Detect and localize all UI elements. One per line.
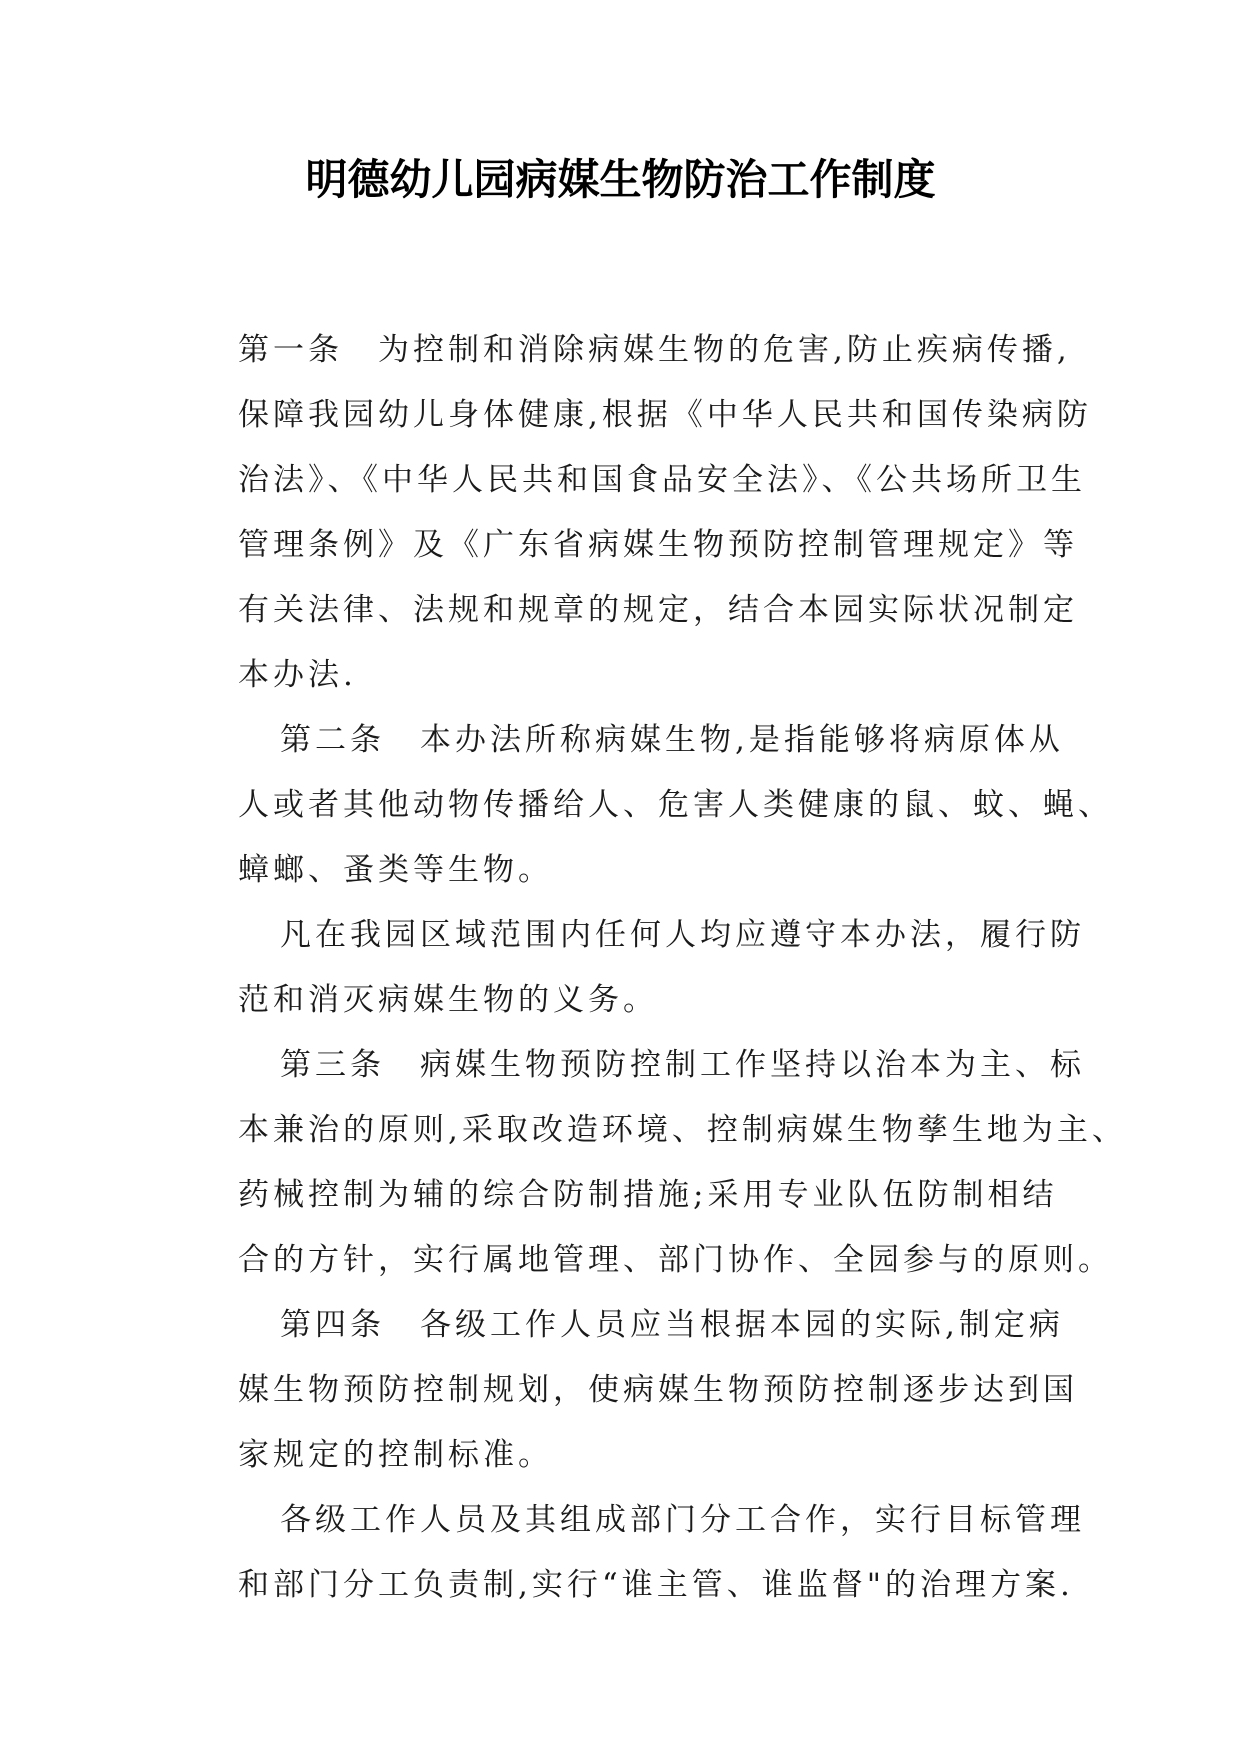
text-line: 凡在我园区域范围内任何人均应遵守本办法，履行防 xyxy=(280,917,1085,953)
text-line: 管理条例》及《广东省病媒生物预防控制管理规定》等 xyxy=(238,527,1078,563)
text-line: 第四条 各级工作人员应当根据本园的实际,制定病 xyxy=(280,1307,1064,1343)
text-line: 第一条 为控制和消除病媒生物的危害,防止疾病传播, xyxy=(238,332,1071,368)
text-line: 治法》、《中华人民共和国食品安全法》、《公共场所卫生 xyxy=(238,462,1086,498)
text-line: 蟑螂、蚤类等生物。 xyxy=(238,852,553,888)
text-line: 家规定的控制标准。 xyxy=(238,1437,553,1473)
text-line: 第三条 病媒生物预防控制工作坚持以治本为主、标 xyxy=(280,1047,1085,1083)
text-line: 和部门分工负责制,实行“谁主管、谁监督"的治理方案. xyxy=(238,1567,1074,1603)
text-line: 本兼治的原则,采取改造环境、控制病媒生物孳生地为主、 xyxy=(238,1112,1127,1148)
text-line: 媒生物预防控制规划，使病媒生物预防控制逐步达到国 xyxy=(238,1372,1078,1408)
text-line: 合的方针，实行属地管理、部门协作、全园参与的原则。 xyxy=(238,1242,1113,1278)
text-line: 有关法律、法规和规章的规定，结合本园实际状况制定 xyxy=(238,592,1078,628)
document-body xyxy=(238,318,1127,1618)
text-line: 第二条 本办法所称病媒生物,是指能够将病原体从 xyxy=(280,722,1064,758)
text-line: 范和消灭病媒生物的义务。 xyxy=(238,982,658,1018)
text-line: 人或者其他动物传播给人、危害人类健康的鼠、蚊、蝇、 xyxy=(238,787,1113,823)
text-line: 保障我园幼儿身体健康,根据《中华人民共和国传染病防 xyxy=(238,397,1092,433)
text-line: 本办法. xyxy=(238,657,357,693)
document-title: 明德幼儿园病媒生物防治工作制度 xyxy=(305,155,936,204)
text-line: 药械控制为辅的综合防制措施;采用专业队伍防制相结 xyxy=(238,1177,1058,1213)
text-line: 各级工作人员及其组成部门分工合作，实行目标管理 xyxy=(280,1502,1085,1538)
